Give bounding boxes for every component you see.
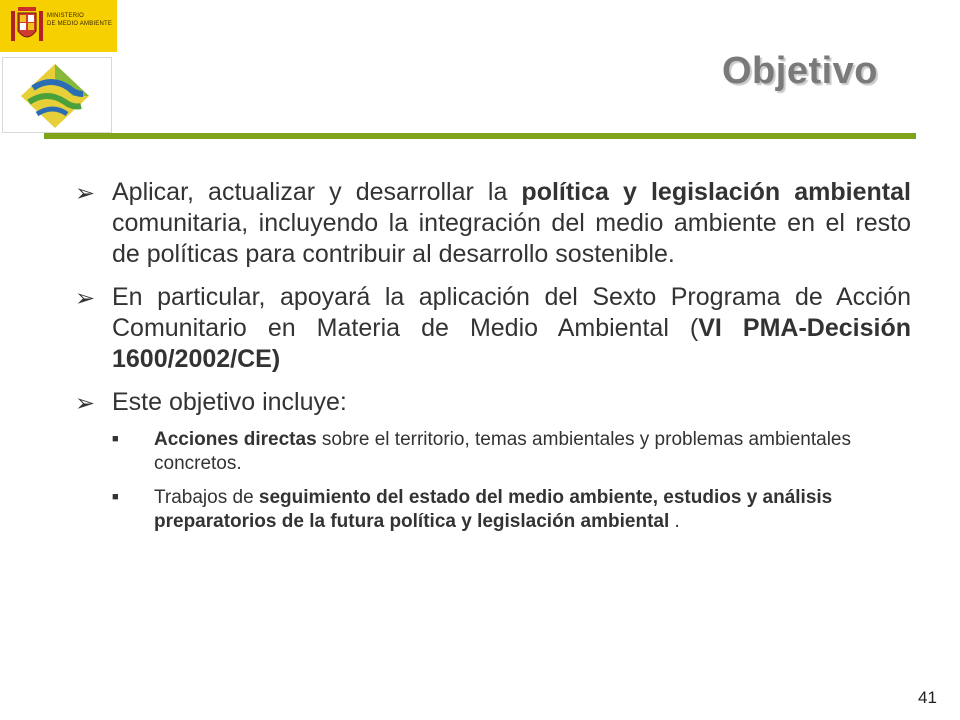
program-logo (2, 57, 112, 133)
bullet-text-part: Aplicar, actualizar y desarrollar la (112, 178, 522, 206)
bullet-text-part: comunitaria, incluyendo la integración del medio ambiente en el resto de políticas para contribuir al desarrollo sostenible. (112, 209, 911, 268)
bullet-emphasis: política y legislación ambiental (521, 178, 911, 206)
sub-bullet-item (112, 428, 911, 476)
sub-bullet-text-part: Trabajos de (154, 487, 259, 508)
coat-of-arms-icon (10, 5, 44, 47)
sub-bullet-item (112, 486, 911, 534)
arrow-bullet-icon: ➢ (75, 285, 96, 312)
bullet-text (112, 282, 911, 375)
sub-bullet-text-part: . (669, 511, 680, 532)
bullet-item (75, 282, 911, 375)
arrow-bullet-icon: ➢ (75, 390, 96, 417)
bullet-item (75, 177, 911, 270)
slide-title: Objetivo (722, 50, 879, 92)
diamond-emblem-icon (3, 58, 111, 132)
bullet-item (75, 387, 911, 418)
sub-bullet-emphasis: seguimiento del estado del medio ambiente, estudios y análisis preparatorios de la futura política y legislación ambiental (154, 487, 833, 532)
ministry-logo (0, 0, 117, 52)
bullet-text-part: Este objetivo incluye: (112, 388, 347, 416)
bullet-emphasis: VI PMA-Decisión 1600/2002/CE) (112, 314, 911, 373)
arrow-bullet-icon: ➢ (75, 180, 96, 207)
square-bullet-icon: ■ (112, 491, 119, 503)
page-number: 41 (918, 688, 937, 707)
title-rule (44, 133, 916, 139)
square-bullet-icon: ■ (112, 433, 119, 445)
bullet-text (112, 387, 911, 418)
bullet-text (112, 177, 911, 270)
sub-bullet-text-part: sobre el territorio, temas ambientales y problemas ambientales concretos. (154, 429, 851, 474)
sub-bullet-text (154, 428, 911, 476)
sub-bullet-emphasis: Acciones directas (154, 429, 317, 450)
ministry-name-line-2: DE MEDIO AMBIENTE (47, 21, 113, 27)
ministry-name-line-1: MINISTERIO (47, 13, 85, 19)
ministry-name (47, 12, 112, 28)
bullet-text-part: En particular, apoyará la aplicación del Sexto Programa de Acción Comunitario en Materia de Medio Ambiental ( (112, 283, 911, 342)
sub-bullet-text (154, 486, 911, 534)
slide-content (75, 177, 911, 544)
